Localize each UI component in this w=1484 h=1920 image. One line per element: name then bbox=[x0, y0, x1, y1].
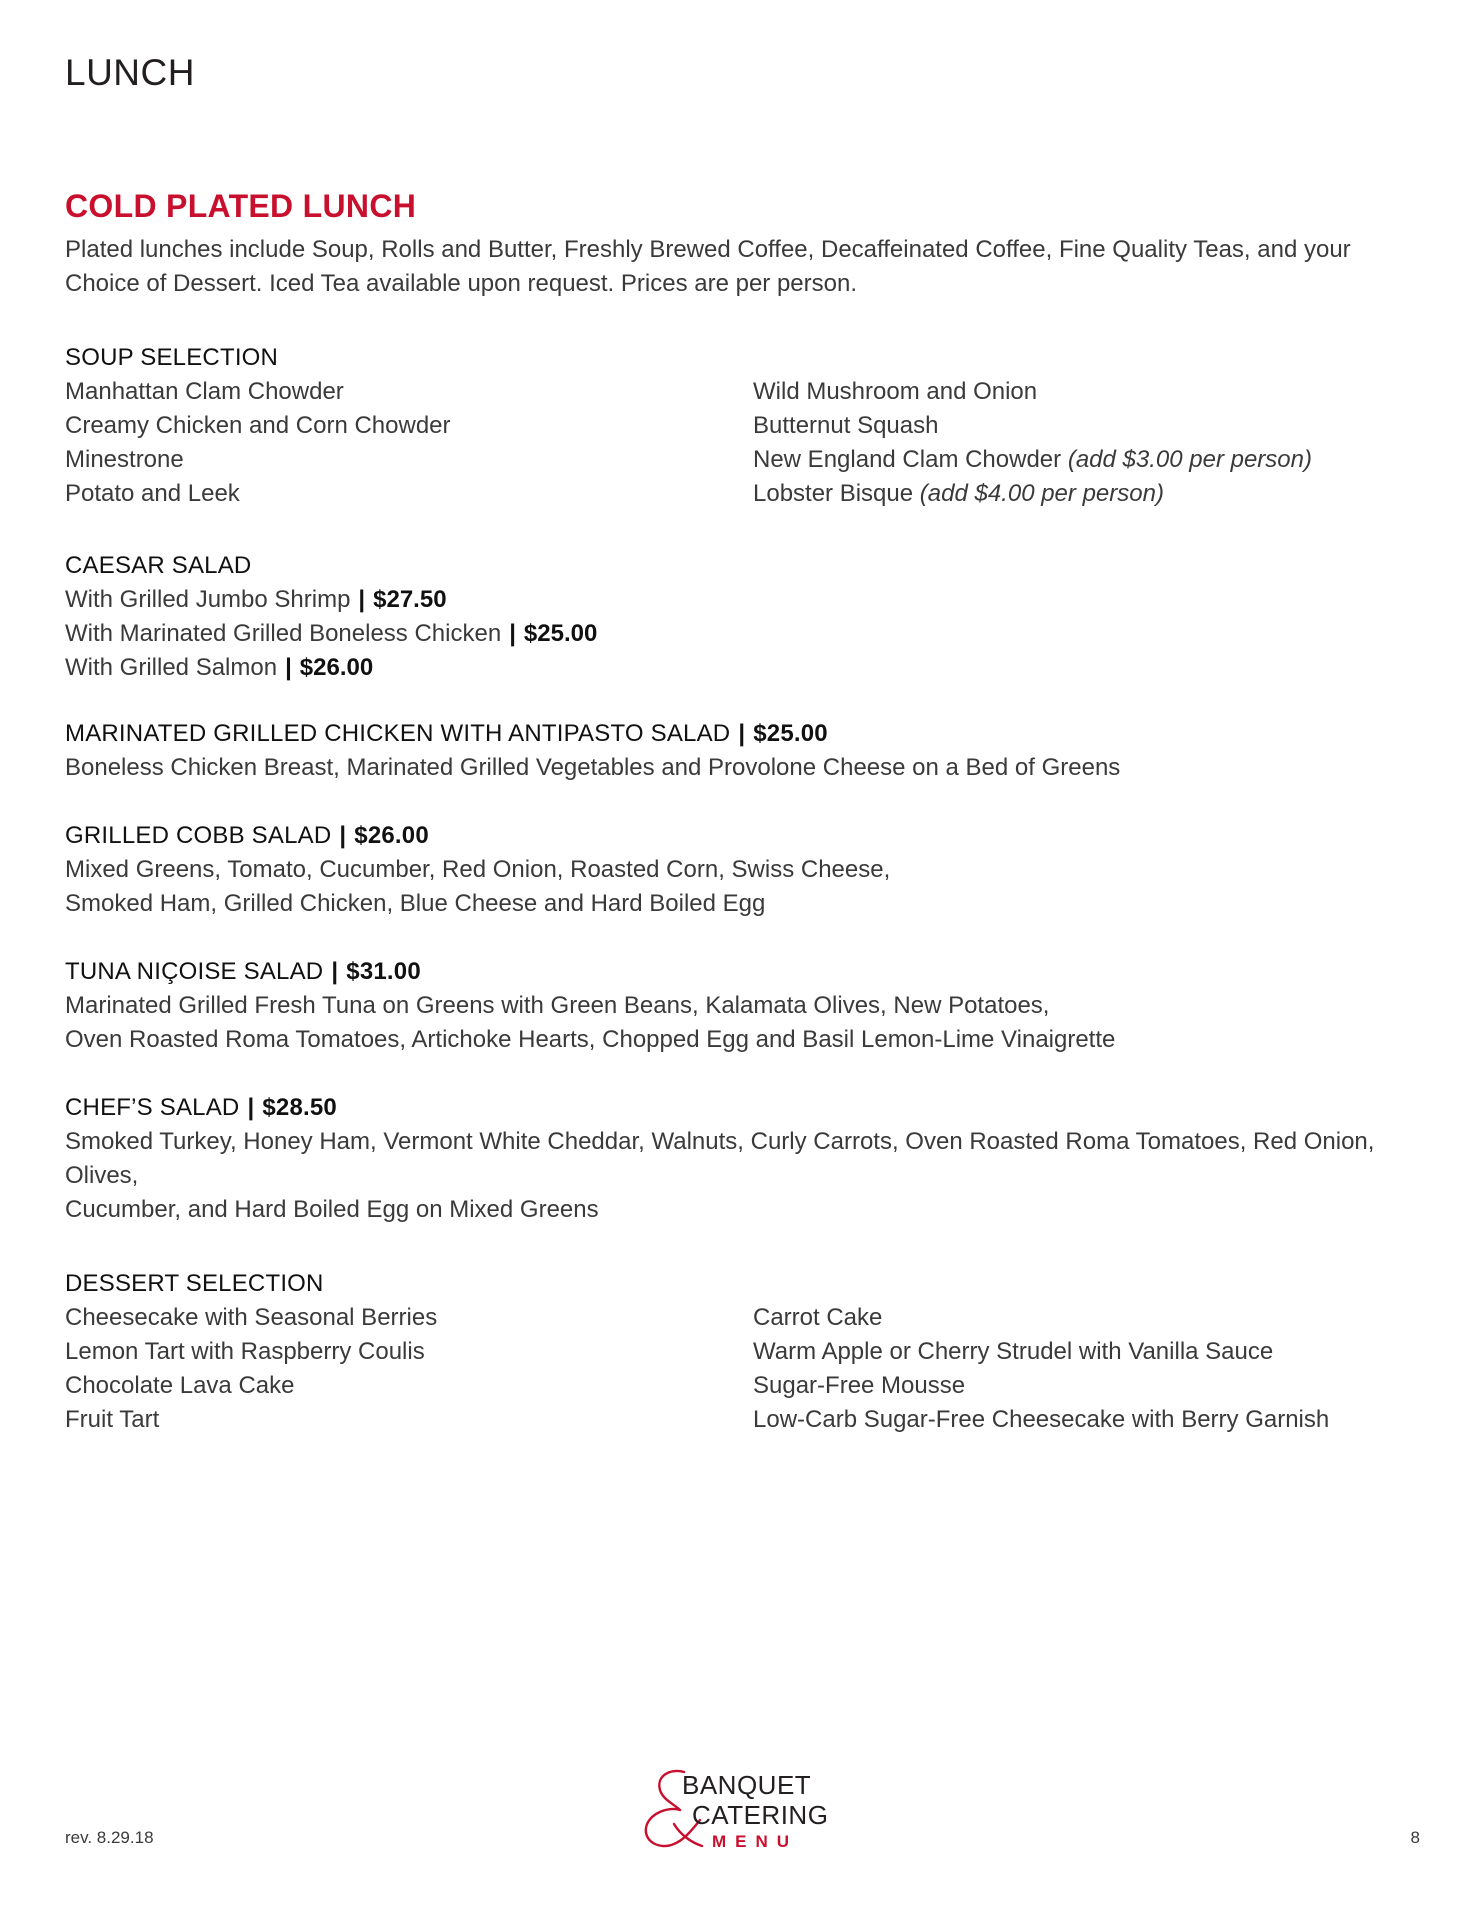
soup-item bbox=[753, 375, 1433, 409]
caesar-option bbox=[65, 583, 1435, 617]
soup-item bbox=[753, 409, 1433, 443]
antipasto-description: Boneless Chicken Breast, Marinated Grilled Vegetables and Provolone Cheese on a Bed of Greens bbox=[65, 754, 1121, 781]
logo-word-menu: MENU bbox=[712, 1832, 799, 1851]
chef-description: Smoked Turkey, Honey Ham, Vermont White Cheddar, Walnuts, Curly Carrots, Oven Roasted Roma Tomatoes, Red Onion, Olives, bbox=[65, 1128, 1375, 1189]
soup-item-note: (add $4.00 per person) bbox=[919, 480, 1164, 507]
soup-right-column bbox=[753, 375, 1433, 511]
separator: | bbox=[247, 1094, 255, 1121]
chef-salad bbox=[65, 1091, 1435, 1227]
antipasto-heading bbox=[65, 717, 1435, 751]
caesar-option-name: With Marinated Grilled Boneless Chicken bbox=[65, 620, 502, 647]
soup-item bbox=[753, 477, 1433, 511]
soup-selection bbox=[65, 341, 1435, 511]
menu-content bbox=[65, 188, 1435, 1437]
caesar-option-price: $25.00 bbox=[523, 620, 598, 647]
caesar-option-name: With Grilled Jumbo Shrimp bbox=[65, 586, 351, 613]
chef-description: Cucumber, and Hard Boiled Egg on Mixed Greens bbox=[65, 1196, 599, 1223]
dessert-item: Lemon Tart with Raspberry Coulis bbox=[65, 1338, 425, 1365]
antipasto-title: MARINATED GRILLED CHICKEN WITH ANTIPASTO SALAD bbox=[65, 720, 731, 747]
chef-price: $28.50 bbox=[262, 1094, 337, 1121]
dessert-left-column bbox=[65, 1301, 753, 1437]
soup-item: Potato and Leek bbox=[65, 480, 240, 507]
dessert-item: Cheesecake with Seasonal Berries bbox=[65, 1304, 438, 1331]
soup-columns bbox=[65, 375, 1435, 511]
nicoise-title: TUNA NIÇOISE SALAD bbox=[65, 958, 324, 985]
dessert-columns bbox=[65, 1301, 1435, 1437]
caesar-option-price: $27.50 bbox=[373, 586, 447, 613]
dessert-right-column bbox=[753, 1301, 1433, 1437]
separator: | bbox=[509, 620, 516, 647]
nicoise-description: Oven Roasted Roma Tomatoes, Artichoke Hearts, Chopped Egg and Basil Lemon-Lime Vinaigrette bbox=[65, 1026, 1116, 1053]
dessert-item: Carrot Cake bbox=[753, 1304, 883, 1331]
chef-title: CHEF’S SALAD bbox=[65, 1094, 240, 1121]
nicoise-description: Marinated Grilled Fresh Tuna on Greens with Green Beans, Kalamata Olives, New Potatoes, bbox=[65, 992, 1050, 1019]
caesar-option-name: With Grilled Salmon bbox=[65, 654, 278, 681]
section-title: COLD PLATED LUNCH bbox=[65, 188, 417, 224]
page-heading: LUNCH bbox=[65, 52, 195, 93]
soup-item: Manhattan Clam Chowder bbox=[65, 378, 344, 405]
antipasto-salad bbox=[65, 717, 1435, 785]
nicoise-salad bbox=[65, 955, 1435, 1057]
soup-item-name: Butternut Squash bbox=[753, 412, 939, 439]
chef-heading bbox=[65, 1091, 1435, 1125]
cobb-price: $26.00 bbox=[354, 822, 429, 849]
soup-item-note: (add $3.00 per person) bbox=[1067, 446, 1312, 473]
dessert-item: Sugar-Free Mousse bbox=[753, 1372, 966, 1399]
cobb-description: Smoked Ham, Grilled Chicken, Blue Cheese and Hard Boiled Egg bbox=[65, 890, 766, 917]
caesar-heading: CAESAR SALAD bbox=[65, 552, 252, 579]
logo-word-catering: CATERING bbox=[692, 1800, 829, 1830]
dessert-item: Fruit Tart bbox=[65, 1406, 160, 1433]
soup-item-name: New England Clam Chowder bbox=[753, 446, 1062, 473]
cobb-description: Mixed Greens, Tomato, Cucumber, Red Onion, Roasted Corn, Swiss Cheese, bbox=[65, 856, 891, 883]
separator: | bbox=[339, 822, 347, 849]
cobb-title: GRILLED COBB SALAD bbox=[65, 822, 332, 849]
caesar-option bbox=[65, 651, 1435, 685]
dessert-selection bbox=[65, 1267, 1435, 1437]
separator: | bbox=[738, 720, 746, 747]
separator: | bbox=[331, 958, 339, 985]
nicoise-heading bbox=[65, 955, 1435, 989]
soup-item-name: Lobster Bisque bbox=[753, 480, 914, 507]
soup-item: Creamy Chicken and Corn Chowder bbox=[65, 412, 451, 439]
logo-word-banquet: BANQUET bbox=[682, 1770, 812, 1800]
nicoise-price: $31.00 bbox=[346, 958, 421, 985]
soup-item-name: Wild Mushroom and Onion bbox=[753, 378, 1038, 405]
caesar-option bbox=[65, 617, 1435, 651]
soup-left-column bbox=[65, 375, 753, 511]
soup-heading: SOUP SELECTION bbox=[65, 344, 279, 371]
revision-date: rev. 8.29.18 bbox=[65, 1828, 154, 1847]
separator: | bbox=[358, 586, 366, 613]
antipasto-price: $25.00 bbox=[753, 720, 828, 747]
dessert-item: Chocolate Lava Cake bbox=[65, 1372, 295, 1399]
banquet-catering-logo bbox=[640, 1766, 840, 1856]
soup-item: Minestrone bbox=[65, 446, 184, 473]
separator: | bbox=[285, 654, 292, 681]
section-intro: Plated lunches include Soup, Rolls and Butter, Freshly Brewed Coffee, Decaffeinated Coffee, Fine Quality Teas, and your Choice of Dessert. Iced Tea available upon request. Prices are per person. bbox=[65, 236, 1351, 297]
dessert-item: Low-Carb Sugar-Free Cheesecake with Berry Garnish bbox=[753, 1406, 1330, 1433]
dessert-item: Warm Apple or Cherry Strudel with Vanilla Sauce bbox=[753, 1338, 1274, 1365]
cobb-salad bbox=[65, 819, 1435, 921]
dessert-heading: DESSERT SELECTION bbox=[65, 1270, 324, 1297]
page-number: 8 bbox=[1410, 1828, 1420, 1847]
cobb-heading bbox=[65, 819, 1435, 853]
caesar-option-price: $26.00 bbox=[299, 654, 374, 681]
caesar-salad bbox=[65, 549, 1435, 685]
soup-item bbox=[753, 443, 1433, 477]
